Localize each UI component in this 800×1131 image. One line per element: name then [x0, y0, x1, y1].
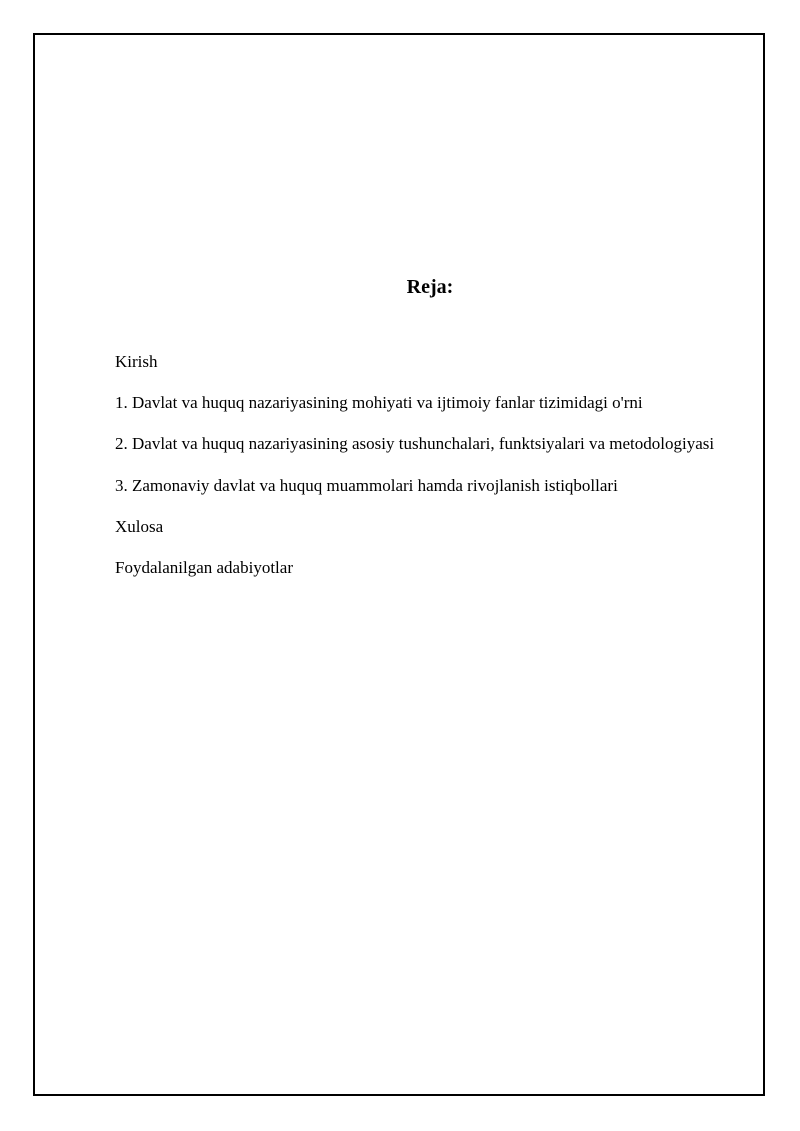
- toc-item-conclusion: Xulosa: [115, 517, 164, 536]
- toc-item-2: 2. Davlat va huquq nazariyasining asosiy tushunchalari, funktsiyalari va metodologiyasi: [115, 434, 715, 453]
- toc-item-3: 3. Zamonaviy davlat va huquq muammolari hamda rivojlanish istiqbollari: [115, 476, 618, 495]
- table-of-contents: [115, 346, 715, 593]
- toc-item-1: 1. Davlat va huquq nazariyasining mohiyati va ijtimoiy fanlar tizimidagi o'rni: [115, 393, 643, 412]
- toc-item-introduction: Kirish: [115, 352, 158, 371]
- page-title: Reja:: [406, 276, 454, 298]
- toc-item-references: Foydalanilgan adabiyotlar: [115, 558, 293, 577]
